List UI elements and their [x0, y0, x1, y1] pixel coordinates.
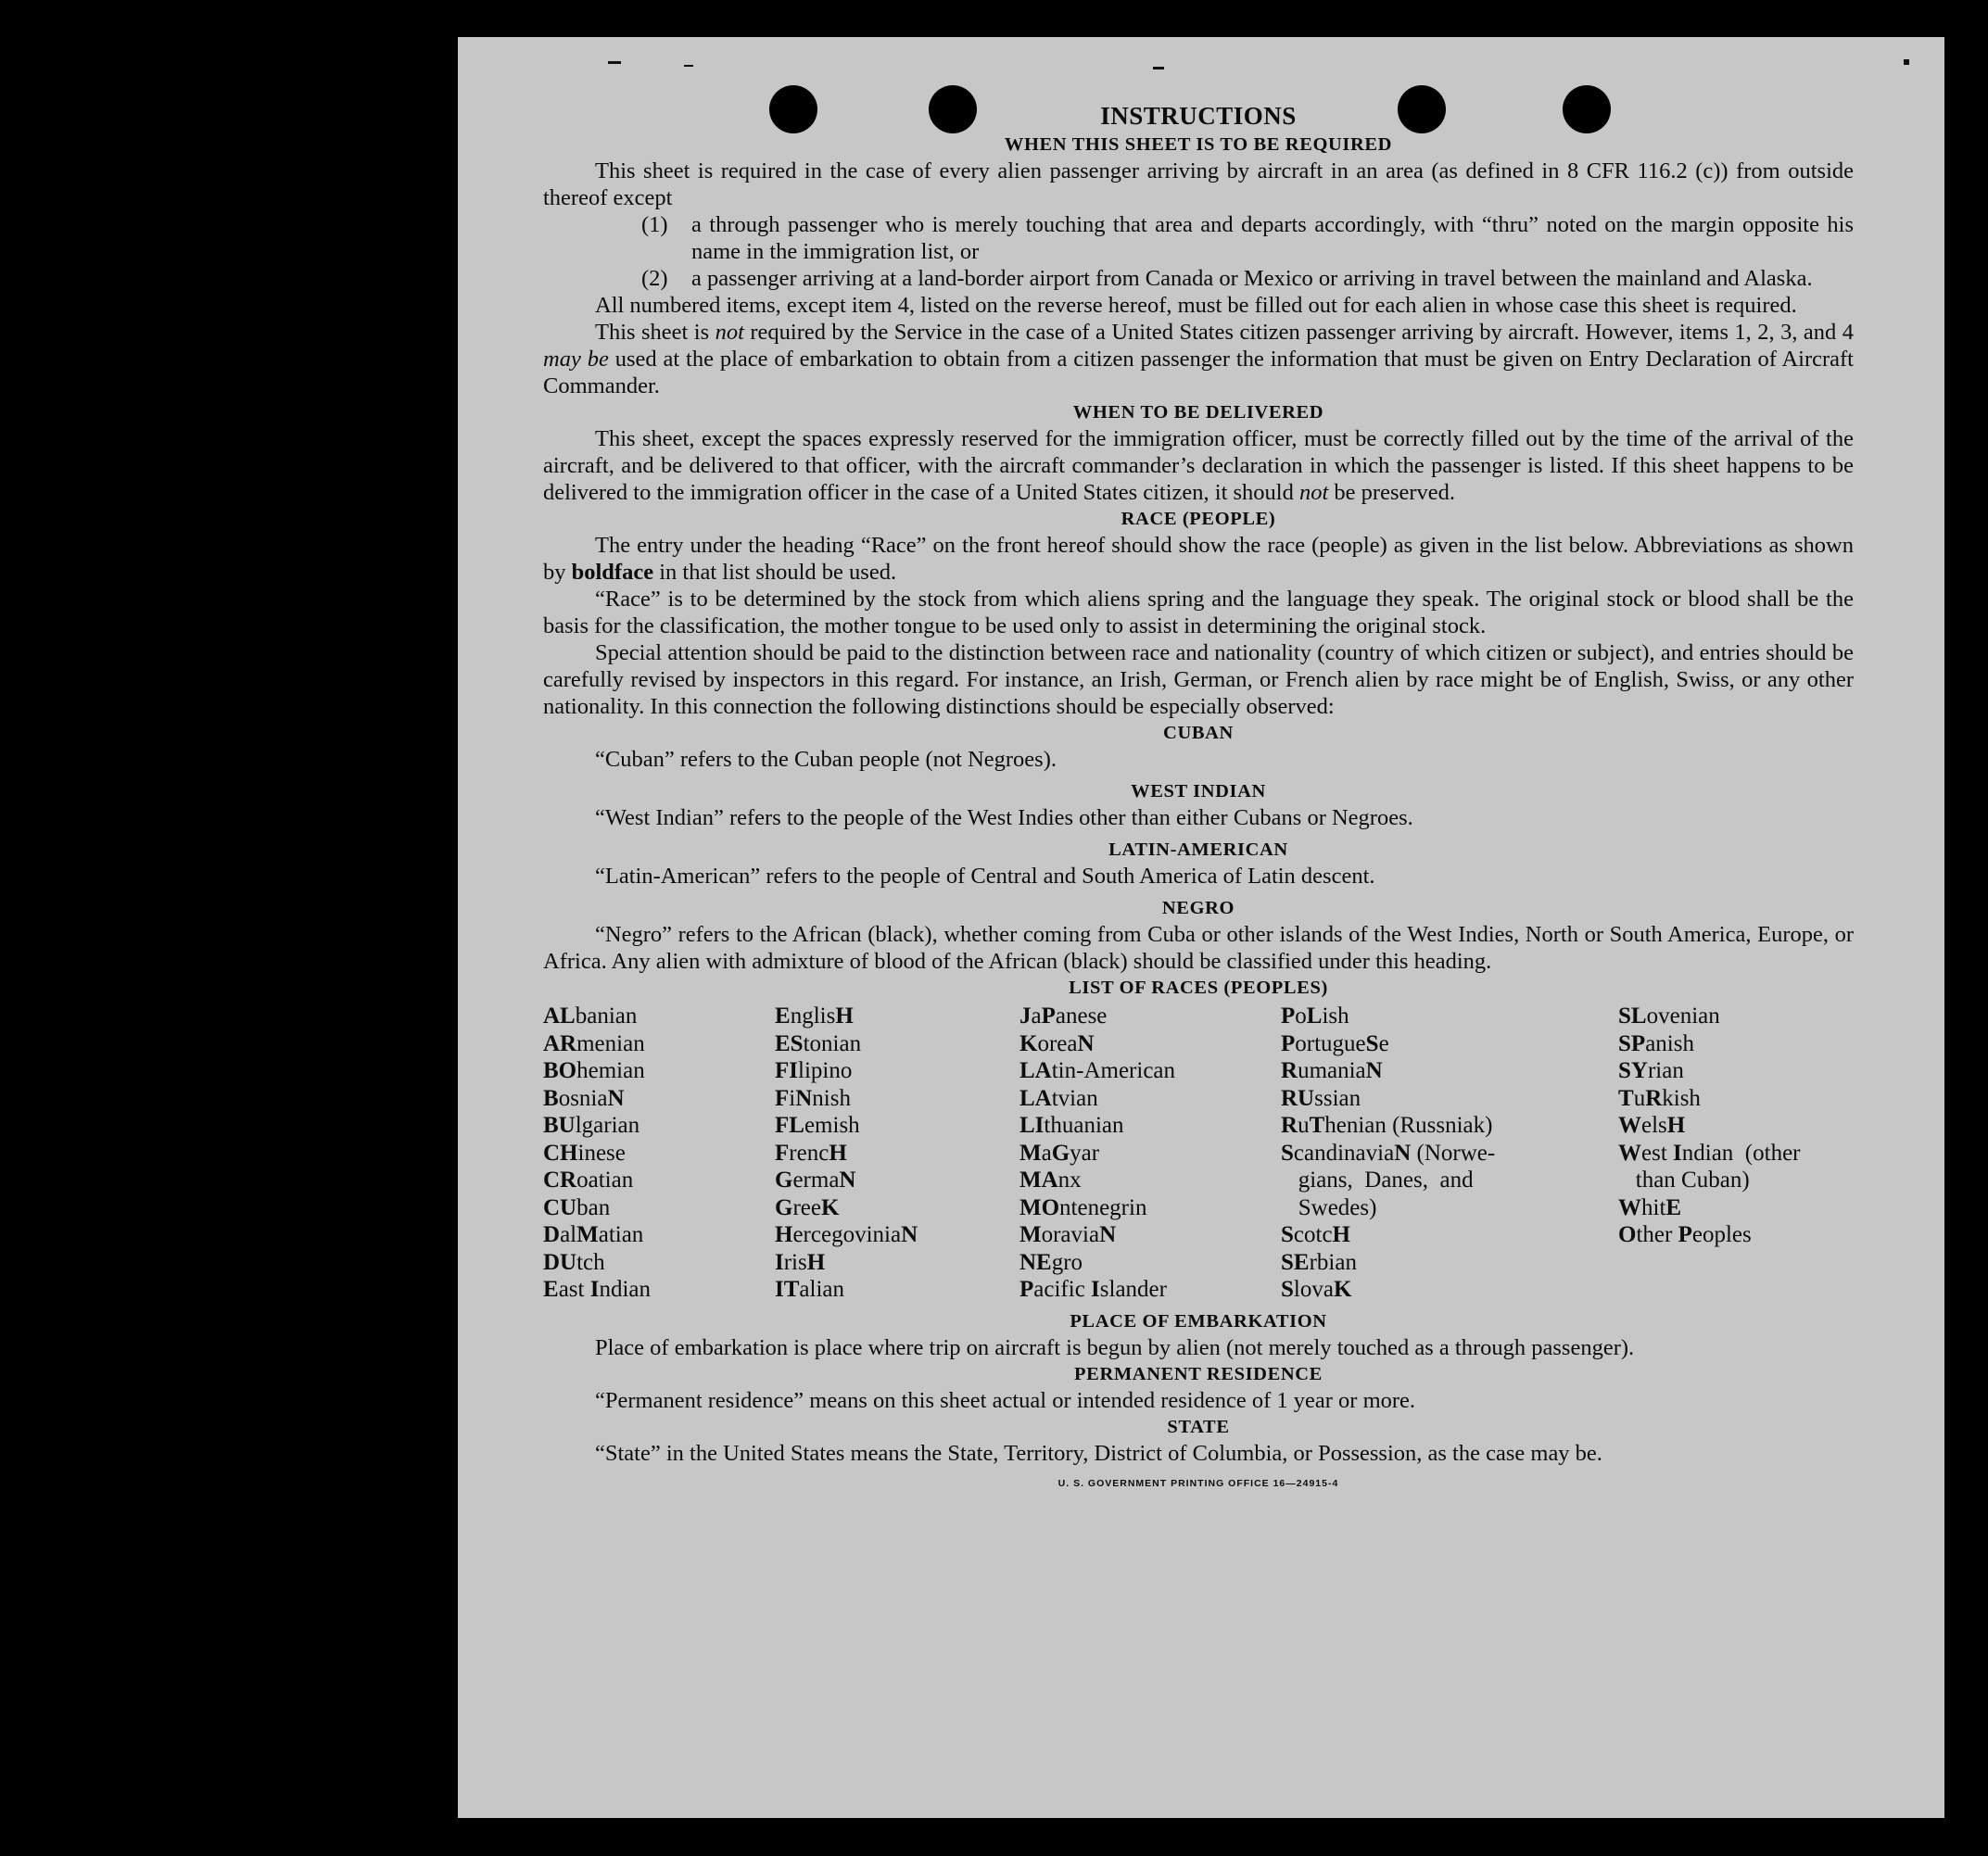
- race-text: u: [1298, 1113, 1310, 1138]
- race-entry: [1618, 1140, 1801, 1168]
- speck: [1153, 67, 1164, 69]
- race-entry: [1019, 1140, 1175, 1168]
- race-abbrev-letter: AL: [543, 1004, 576, 1029]
- paragraph: Special attention should be paid to the distinction between race and nationality (country of which citizen or subject), and entries should be carefully revised by inspectors in this regard. For instance, an Irish, German, or French alien by race might be of English, Swiss, or any other nationality. In this connection the following distinctions should be especially observed:: [543, 640, 1854, 719]
- text: The entry under the heading “Race” on the front hereof should show the race (people) as given in the list below. Abbreviations as shown by: [543, 533, 1854, 585]
- race-entry: [543, 1112, 651, 1140]
- race-abbrev-letter: E: [1665, 1194, 1682, 1220]
- race-abbrev-letter: W: [1618, 1194, 1641, 1220]
- race-entry: [1019, 1057, 1175, 1085]
- race-text: ris: [783, 1249, 807, 1275]
- race-text: gro: [1051, 1249, 1083, 1275]
- race-entry: [1281, 1030, 1495, 1058]
- race-entry: [1618, 1057, 1801, 1085]
- race-entry: [1281, 1249, 1495, 1277]
- race-abbrev-letter: W: [1618, 1113, 1641, 1138]
- race-abbrev-letter: P: [1281, 1004, 1296, 1029]
- race-abbrev-letter: J: [1019, 1004, 1032, 1029]
- race-abbrev-letter: E: [543, 1277, 559, 1302]
- speck: [608, 61, 621, 64]
- race-abbrev-letter: BO: [543, 1058, 577, 1083]
- race-text: o: [1295, 1004, 1307, 1029]
- race-abbrev-letter: S: [1281, 1277, 1294, 1302]
- race-abbrev-letter: LA: [1019, 1085, 1052, 1111]
- paragraph: [543, 532, 1854, 586]
- race-entry: [775, 1030, 918, 1058]
- race-abbrev-letter: N: [1099, 1222, 1117, 1247]
- race-abbrev-letter: H: [1332, 1222, 1350, 1247]
- speck: [684, 65, 693, 67]
- emphasis: not: [1298, 480, 1329, 505]
- race-entry: [1618, 1085, 1801, 1113]
- race-text: ndian: [599, 1277, 651, 1302]
- item-number: (1): [641, 212, 668, 237]
- race-abbrev-letter: RU: [1281, 1085, 1315, 1111]
- race-text: e: [1378, 1030, 1389, 1056]
- race-text: ree: [792, 1194, 821, 1220]
- item-text: a passenger arriving at a land-border airport from Canada or Mexico or arriving in travel between the mainland and Alaska.: [691, 266, 1813, 291]
- race-text: lova: [1293, 1277, 1334, 1302]
- race-text: u: [1633, 1085, 1646, 1111]
- race-entry: [543, 1030, 651, 1058]
- race-text: yar: [1070, 1140, 1100, 1166]
- race-entry: [543, 1140, 651, 1168]
- race-entry: [775, 1194, 918, 1222]
- list-item: [543, 211, 1854, 265]
- race-entry: [1281, 1167, 1495, 1194]
- race-entry: [775, 1221, 918, 1249]
- race-abbrev-letter: P: [1281, 1030, 1296, 1056]
- race-abbrev-letter: NE: [1019, 1249, 1052, 1275]
- race-text: menian: [576, 1030, 645, 1056]
- race-text: rian: [1647, 1058, 1684, 1083]
- race-abbrev-letter: N: [607, 1085, 625, 1111]
- emphasis: not: [715, 320, 744, 345]
- race-abbrev-letter: W: [1618, 1140, 1641, 1166]
- paragraph: “Negro” refers to the African (black), whether coming from Cuba or other islands of the West Indies, North or South America, Europe, or Africa. Any alien with admixture of blood of the African (black) should be classified under this heading.: [543, 922, 1854, 974]
- race-text: oravia: [1041, 1222, 1100, 1247]
- heading-list-of-races: LIST OF RACES (PEOPLES): [1069, 978, 1328, 998]
- paragraph: “Permanent residence” means on this sheet actual or intended residence of 1 year or more.: [595, 1388, 1416, 1413]
- race-abbrev-letter: K: [1019, 1030, 1038, 1056]
- race-entry: [1281, 1276, 1495, 1304]
- race-text: than Cuban): [1618, 1168, 1750, 1193]
- race-text: nx: [1057, 1168, 1082, 1193]
- race-entry: [775, 1167, 918, 1194]
- race-entry: [1281, 1057, 1495, 1085]
- race-abbrev-letter: MA: [1019, 1168, 1058, 1193]
- races-column: [543, 1003, 651, 1304]
- paragraph: Place of embarkation is place where trip on aircraft is begun by alien (not merely touched as a through passenger).: [595, 1335, 1635, 1360]
- race-text: renc: [789, 1140, 829, 1166]
- race-entry: [543, 1221, 651, 1249]
- speck: [1904, 59, 1909, 65]
- item-number: (2): [641, 266, 668, 291]
- race-abbrev-letter: N: [1394, 1140, 1412, 1166]
- heading-embarkation: PLACE OF EMBARKATION: [1070, 1311, 1327, 1332]
- race-text: emish: [804, 1113, 860, 1138]
- races-column: [1618, 1003, 1801, 1249]
- race-text: cotc: [1293, 1222, 1333, 1247]
- race-entry: [1618, 1003, 1801, 1030]
- race-text: rbian: [1309, 1249, 1357, 1275]
- race-text: ndian (other: [1681, 1140, 1801, 1166]
- race-entry: [1281, 1085, 1495, 1113]
- race-text: ast: [558, 1277, 590, 1302]
- race-entry: [1019, 1194, 1175, 1222]
- race-text: ercegovinia: [792, 1222, 902, 1247]
- race-abbrev-letter: LA: [1019, 1058, 1052, 1083]
- paragraph: [543, 425, 1854, 506]
- race-abbrev-letter: AR: [543, 1030, 577, 1056]
- race-entry: [1019, 1003, 1175, 1030]
- emphasis: may be: [543, 347, 609, 372]
- paragraph: “Cuban” refers to the Cuban people (not Negroes).: [595, 747, 1057, 772]
- race-text: tonian: [803, 1030, 862, 1056]
- race-text: ban: [576, 1194, 611, 1220]
- race-abbrev-letter: M: [1019, 1222, 1042, 1247]
- race-text: a: [1031, 1004, 1042, 1029]
- paragraph: All numbered items, except item 4, listed on the reverse hereof, must be filled out for each alien in whose case this sheet is required.: [595, 293, 1797, 318]
- race-entry: [1281, 1221, 1495, 1249]
- race-text: a: [1041, 1140, 1052, 1166]
- race-text: candinavia: [1293, 1140, 1395, 1166]
- race-text: orea: [1037, 1030, 1078, 1056]
- race-entry: [775, 1249, 918, 1277]
- race-text: (Norwe-: [1411, 1140, 1496, 1166]
- races-column: [775, 1003, 918, 1304]
- race-abbrev-letter: K: [1333, 1277, 1352, 1302]
- race-entry: [1281, 1112, 1495, 1140]
- heading-when-required: WHEN THIS SHEET IS TO BE REQUIRED: [1004, 134, 1393, 155]
- race-abbrev-letter: N: [1365, 1058, 1383, 1083]
- race-entry: [543, 1057, 651, 1085]
- paragraph: “Race” is to be determined by the stock from which aliens spring and the language they speak. The original stock or blood shall be the basis for the classification, the mother tongue to be used only to assist in determining the original stock.: [543, 587, 1854, 638]
- race-abbrev-letter: H: [806, 1249, 826, 1275]
- race-text: hit: [1641, 1194, 1666, 1220]
- race-entry: [1019, 1085, 1175, 1113]
- race-text: osnia: [558, 1085, 608, 1111]
- race-abbrev-letter: O: [1618, 1222, 1637, 1247]
- race-text: atian: [598, 1222, 644, 1247]
- race-abbrev-letter: D: [543, 1222, 561, 1247]
- bold-text: boldface: [571, 560, 654, 585]
- race-abbrev-letter: S: [1281, 1222, 1294, 1247]
- race-abbrev-letter: CH: [543, 1140, 578, 1166]
- race-abbrev-letter: P: [1041, 1004, 1056, 1029]
- race-text: inese: [577, 1140, 626, 1166]
- race-abbrev-letter: MO: [1019, 1194, 1060, 1220]
- race-abbrev-letter: SP: [1618, 1030, 1646, 1056]
- race-abbrev-letter: SL: [1618, 1004, 1647, 1029]
- race-entry: [1019, 1276, 1175, 1304]
- race-entry: [1281, 1140, 1495, 1168]
- race-text: tin-American: [1051, 1058, 1176, 1083]
- heading-state: STATE: [1167, 1417, 1230, 1437]
- race-text: slander: [1099, 1277, 1167, 1302]
- race-abbrev-letter: H: [835, 1004, 854, 1029]
- text: required by the Service in the case of a United States citizen passenger arriving by aircraft. However, items 1, 2, 3, and 4: [743, 320, 1854, 345]
- race-abbrev-letter: DU: [543, 1249, 577, 1275]
- race-text: Swedes): [1281, 1194, 1377, 1220]
- race-entry: [775, 1276, 918, 1304]
- race-text: banian: [575, 1004, 638, 1029]
- race-text: alian: [799, 1277, 844, 1302]
- race-text: ntenegrin: [1059, 1194, 1147, 1220]
- paragraph: [543, 319, 1854, 399]
- text: in that list should be used.: [653, 560, 897, 585]
- race-text: acific: [1033, 1277, 1092, 1302]
- race-abbrev-letter: I: [775, 1249, 784, 1275]
- race-text: anish: [1645, 1030, 1694, 1056]
- text: used at the place of embarkation to obtain from a citizen passenger the information that must be given on Entry Declaration of Aircraft Commander.: [543, 347, 1854, 398]
- race-entry: [1019, 1030, 1175, 1058]
- race-text: ortugue: [1295, 1030, 1366, 1056]
- text: This sheet, except the spaces expressly reserved for the immigration officer, must be correctly filled out by the time of the arrival of the aircraft, and be delivered to that officer, with the aircraft commander’s declaration in which the passenger is listed. If this sheet happens to be delivered to the immigration officer in the case of a United States citizen, it should: [543, 426, 1854, 505]
- race-abbrev-letter: K: [820, 1194, 840, 1220]
- race-abbrev-letter: S: [1365, 1030, 1379, 1056]
- paragraph: “West Indian” refers to the people of the West Indies other than either Cubans or Negroes.: [595, 805, 1413, 830]
- race-abbrev-letter: R: [1281, 1058, 1298, 1083]
- printer-imprint: U. S. GOVERNMENT PRINTING OFFICE 16—24915-4: [1057, 1478, 1339, 1489]
- race-text: nish: [812, 1085, 851, 1111]
- race-abbrev-letter: S: [1281, 1140, 1294, 1166]
- race-abbrev-letter: N: [901, 1222, 918, 1247]
- page-title: INSTRUCTIONS: [1100, 102, 1297, 130]
- race-abbrev-letter: L: [1306, 1004, 1323, 1029]
- race-entry: [1019, 1249, 1175, 1277]
- race-entry: [543, 1276, 651, 1304]
- race-text: est: [1641, 1140, 1674, 1166]
- race-entry: [1618, 1221, 1801, 1249]
- race-abbrev-letter: IT: [775, 1277, 800, 1302]
- race-text: eoples: [1691, 1222, 1752, 1247]
- race-abbrev-letter: F: [775, 1140, 790, 1166]
- race-abbrev-letter: SE: [1281, 1249, 1310, 1275]
- race-entry: [775, 1003, 918, 1030]
- race-entry: [775, 1140, 918, 1168]
- race-text: al: [560, 1222, 577, 1247]
- race-abbrev-letter: FL: [775, 1113, 804, 1138]
- race-abbrev-letter: N: [795, 1085, 813, 1111]
- text: This sheet is: [595, 320, 715, 345]
- paragraph: This sheet is required in the case of every alien passenger arriving by aircraft in an area (as defined in 8 CFR 116.2 (c)) from outside thereof except: [543, 158, 1854, 210]
- paragraph: “Latin-American” refers to the people of Central and South America of Latin descent.: [595, 864, 1375, 889]
- race-entry: [543, 1249, 651, 1277]
- race-abbrev-letter: CR: [543, 1168, 577, 1193]
- heading-cuban: CUBAN: [1163, 723, 1234, 743]
- race-text: lgarian: [575, 1113, 640, 1138]
- heading-latin-american: LATIN-AMERICAN: [1108, 840, 1288, 860]
- race-abbrev-letter: FI: [775, 1058, 798, 1083]
- document-page: [458, 37, 1944, 1818]
- list-item: [543, 265, 1854, 292]
- race-abbrev-letter: R: [1645, 1085, 1663, 1111]
- race-abbrev-letter: BU: [543, 1113, 576, 1138]
- item-text: a through passenger who is merely touching that area and departs accordingly, with “thru” noted on the margin opposite his name in the immigration list, or: [691, 212, 1854, 264]
- race-entry: [543, 1003, 651, 1030]
- race-abbrev-letter: G: [775, 1168, 793, 1193]
- race-abbrev-letter: H: [1666, 1113, 1686, 1138]
- races-column: [1019, 1003, 1175, 1304]
- races-column: [1281, 1003, 1495, 1304]
- race-abbrev-letter: B: [543, 1085, 559, 1111]
- race-text: i: [789, 1085, 796, 1111]
- race-text: erma: [792, 1168, 840, 1193]
- race-abbrev-letter: I: [1091, 1277, 1100, 1302]
- race-abbrev-letter: G: [775, 1194, 793, 1220]
- race-entry: [1618, 1194, 1801, 1222]
- race-text: anese: [1055, 1004, 1108, 1029]
- race-text: ther: [1636, 1222, 1678, 1247]
- race-abbrev-letter: R: [1281, 1113, 1298, 1138]
- race-text: nglis: [790, 1004, 836, 1029]
- heading-west-indian: WEST INDIAN: [1131, 781, 1266, 802]
- race-text: ish: [1322, 1004, 1349, 1029]
- race-abbrev-letter: SY: [1618, 1058, 1648, 1083]
- race-text: kish: [1662, 1085, 1701, 1111]
- race-abbrev-letter: I: [589, 1277, 600, 1302]
- race-abbrev-letter: T: [1309, 1113, 1325, 1138]
- race-text: ssian: [1314, 1085, 1361, 1111]
- race-entry: [775, 1085, 918, 1113]
- race-entry: [543, 1167, 651, 1194]
- race-abbrev-letter: LI: [1019, 1113, 1045, 1138]
- race-entry: [1019, 1112, 1175, 1140]
- races-list: [543, 1003, 1854, 1308]
- race-entry: [543, 1194, 651, 1222]
- race-entry: [775, 1112, 918, 1140]
- race-entry: [1281, 1194, 1495, 1222]
- heading-negro: NEGRO: [1161, 898, 1235, 918]
- paragraph: “State” in the United States means the State, Territory, District of Columbia, or Possession, as the case may be.: [595, 1441, 1602, 1466]
- race-text: henian (Russniak): [1324, 1113, 1493, 1138]
- race-abbrev-letter: T: [1618, 1085, 1634, 1111]
- race-entry: [1019, 1167, 1175, 1194]
- race-abbrev-letter: F: [775, 1085, 790, 1111]
- race-entry: [1281, 1003, 1495, 1030]
- race-abbrev-letter: G: [1051, 1140, 1070, 1166]
- heading-when-delivered: WHEN TO BE DELIVERED: [1072, 402, 1324, 423]
- race-entry: [1618, 1167, 1801, 1194]
- heading-permanent-residence: PERMANENT RESIDENCE: [1074, 1364, 1323, 1384]
- race-abbrev-letter: ES: [775, 1030, 804, 1056]
- heading-race: RACE (PEOPLE): [1121, 509, 1276, 529]
- race-abbrev-letter: P: [1019, 1277, 1034, 1302]
- race-abbrev-letter: I: [1673, 1140, 1682, 1166]
- race-text: oatian: [576, 1168, 634, 1193]
- race-entry: [775, 1057, 918, 1085]
- race-entry: [1019, 1221, 1175, 1249]
- race-text: els: [1641, 1113, 1667, 1138]
- race-text: lipino: [798, 1058, 853, 1083]
- race-abbrev-letter: M: [576, 1222, 599, 1247]
- race-text: ovenian: [1646, 1004, 1720, 1029]
- text: be preserved.: [1328, 480, 1456, 505]
- race-text: umania: [1298, 1058, 1366, 1083]
- race-abbrev-letter: N: [1077, 1030, 1095, 1056]
- race-text: hemian: [576, 1058, 645, 1083]
- race-text: tch: [576, 1249, 605, 1275]
- race-text: thuanian: [1044, 1113, 1124, 1138]
- race-abbrev-letter: M: [1019, 1140, 1042, 1166]
- race-abbrev-letter: N: [839, 1168, 856, 1193]
- race-entry: [543, 1085, 651, 1113]
- race-text: gians, Danes, and: [1281, 1168, 1474, 1193]
- race-abbrev-letter: P: [1678, 1222, 1692, 1247]
- race-text: tvian: [1051, 1085, 1098, 1111]
- race-abbrev-letter: H: [829, 1140, 847, 1166]
- race-abbrev-letter: H: [775, 1222, 793, 1247]
- race-entry: [1618, 1030, 1801, 1058]
- instructions-content: [543, 100, 1854, 1497]
- race-entry: [1618, 1112, 1801, 1140]
- race-abbrev-letter: CU: [543, 1194, 577, 1220]
- race-abbrev-letter: E: [775, 1004, 791, 1029]
